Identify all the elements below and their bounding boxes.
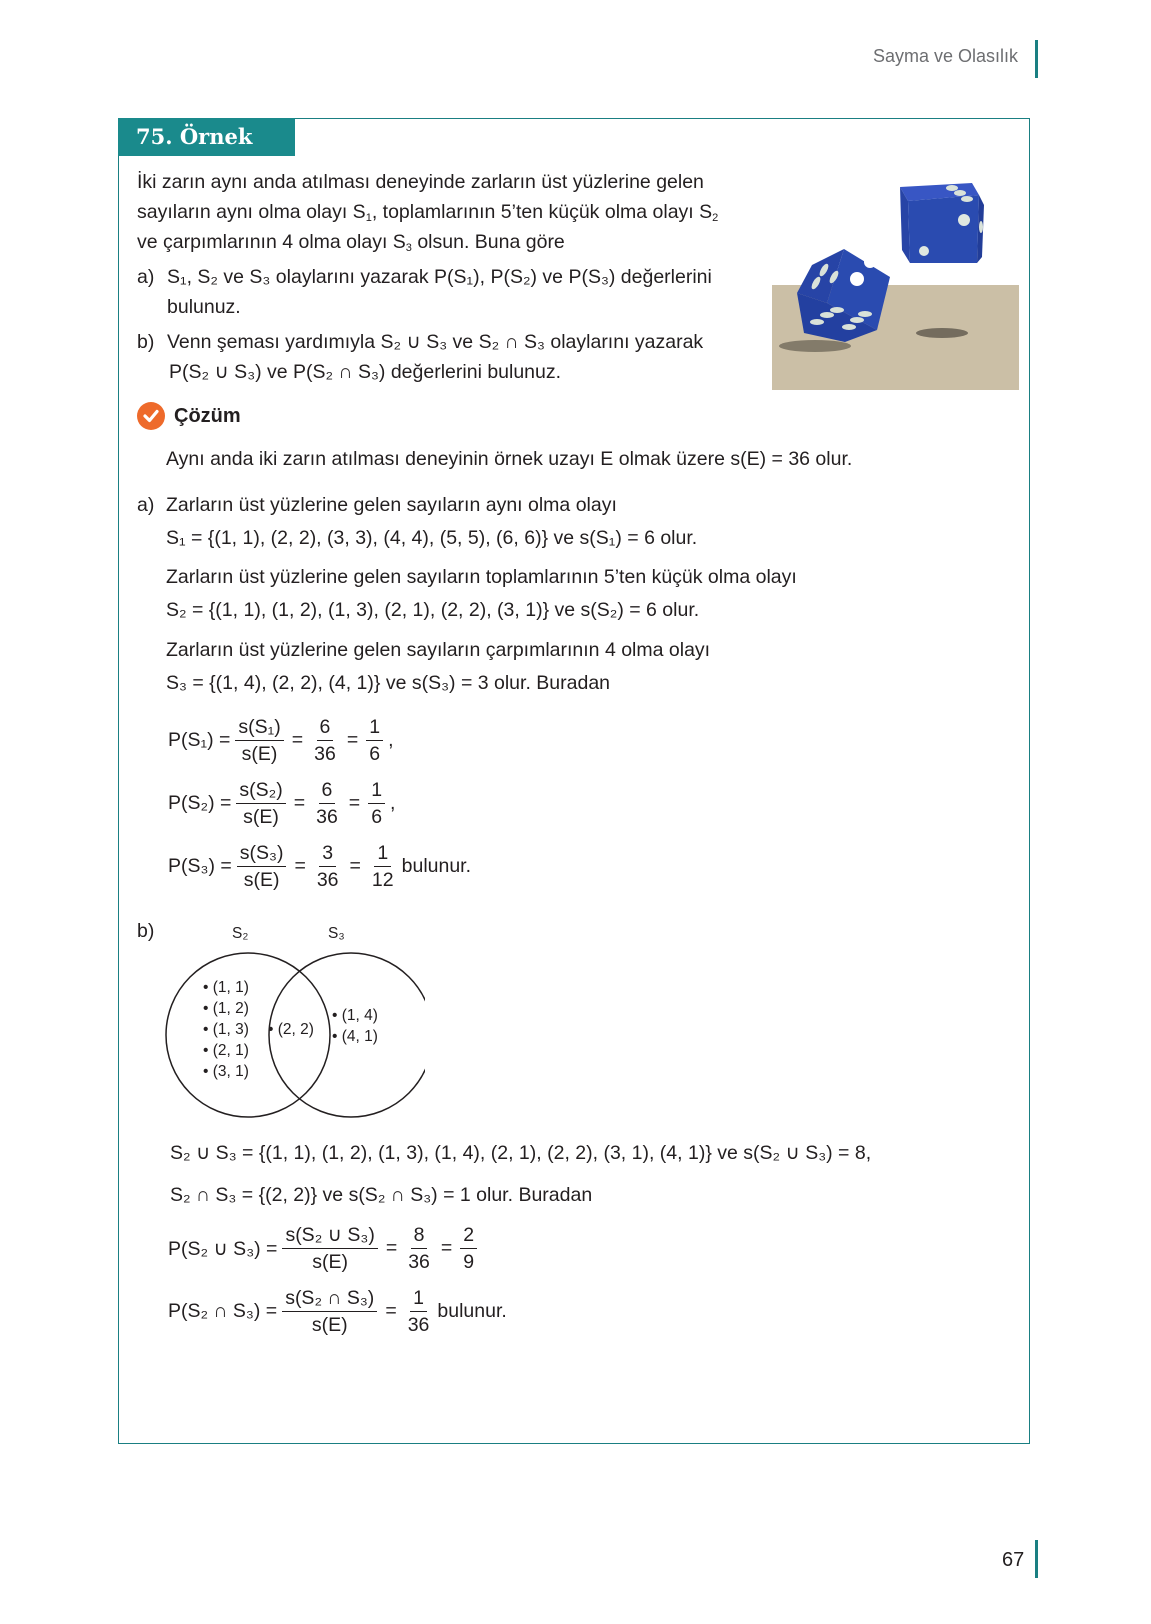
question-b-line-1: Venn şeması yardımıyla S₂ ∪ S₃ ve S₂ ∩ S₃ olaylarını yazarak	[167, 331, 704, 353]
question-a-marker: a)	[137, 266, 155, 288]
part-a-marker: a)	[137, 494, 155, 516]
s2-description: Zarların üst yüzlerine gelen sayıların toplamlarının 5’ten küçük olma olayı	[166, 566, 797, 588]
s1-set: S₁ = {(1, 1), (2, 2), (3, 3), (4, 4), (5, 5), (6, 6)} ve s(S₁) = 6 olur.	[166, 527, 698, 549]
svg-text:• (1, 1): • (1, 1)	[203, 979, 249, 996]
probability-s1: P(S₁) = $\frac{\text{s(S₁)}}{s(E)}$ = $\frac{6}{36}$ = $\frac{1}{6}$ ,	[168, 716, 394, 766]
die-back	[900, 183, 984, 263]
svg-text:• (4, 1): • (4, 1)	[332, 1028, 378, 1045]
svg-text:• (1, 3): • (1, 3)	[203, 1021, 249, 1038]
footer-accent-bar	[1035, 1540, 1038, 1578]
probability-s2: P(S₂) = $\frac{\text{s(S₂)}}{s(E)}$ = $\frac{6}{36}$ = $\frac{1}{6}$ ,	[168, 779, 396, 829]
probability-s3: P(S₃) = $\frac{\text{s(S₃)}}{s(E)}$ = $\frac{3}{36}$ = $\frac{1}{12}$ bulunur.	[168, 842, 472, 892]
sample-space-text: Aynı anda iki zarın atılması deneyinin örnek uzayı E olmak üzere s(E) = 36 olur.	[166, 448, 853, 470]
solution-label: Çözüm	[174, 404, 241, 427]
intro-line-1: İki zarın aynı anda atılması deneyinde zarların üst yüzlerine gelen	[137, 171, 704, 193]
check-circle-icon	[137, 402, 165, 430]
venn-label-s2: S₂	[232, 925, 249, 942]
part-b-marker: b)	[137, 920, 155, 942]
question-b-marker: b)	[137, 331, 155, 353]
intro-line-2: sayıların aynı olma olayı $S_1$, toplamlarının 5’ten küçük olma olayı $S_2$	[137, 201, 719, 224]
question-b-line-2: P(S₂ ∪ S₃) ve P(S₂ ∩ S₃) değerlerini bulunuz.	[169, 361, 562, 383]
die-front	[797, 249, 890, 342]
question-a-line-1: S₁, S₂ ve S₃ olaylarını yazarak P(S₁), P(S₂) ve P(S₃) değerlerini	[167, 266, 712, 288]
svg-text:• (2, 2): • (2, 2)	[268, 1021, 314, 1038]
union-set: S₂ ∪ S₃ = {(1, 1), (1, 2), (1, 3), (1, 4), (2, 1), (2, 2), (3, 1), (4, 1)} ve s(S₂ ∪ S₃) = 8,	[170, 1142, 872, 1164]
question-a-line-2: bulunuz.	[167, 296, 241, 318]
svg-text:• (2, 1): • (2, 1)	[203, 1042, 249, 1059]
s2-set: S₂ = {(1, 1), (1, 2), (1, 3), (2, 1), (2, 2), (3, 1)} ve s(S₂) = 6 olur.	[166, 599, 700, 621]
intro-line-3: ve çarpımlarının 4 olma olayı $S_3$ olsun. Buna göre	[137, 231, 565, 254]
probability-union: P(S₂ ∪ S₃) = $\frac{\text{s(S₂ ∪ S₃)}}{s(E)}$ = $\frac{8}{36}$ = $\frac{2}{9}$	[168, 1224, 482, 1274]
probability-intersection: P(S₂ ∩ S₃) = $\frac{\text{s(S₂ ∩ S₃)}}{s(E)}$ = $\frac{1}{36}$ bulunur.	[168, 1287, 507, 1337]
dice-image	[772, 165, 1019, 390]
venn-label-s3: S₃	[328, 925, 345, 942]
venn-diagram	[160, 920, 425, 1125]
example-title: 75. Örnek	[118, 118, 295, 156]
solution-header	[137, 402, 241, 430]
page-number: 67	[1002, 1549, 1025, 1571]
svg-text:• (1, 4): • (1, 4)	[332, 1007, 378, 1024]
header-accent-bar	[1035, 40, 1038, 78]
svg-text:• (1, 2): • (1, 2)	[203, 1000, 249, 1017]
s3-description: Zarların üst yüzlerine gelen sayıların çarpımlarının 4 olma olayı	[166, 639, 711, 661]
s1-description: Zarların üst yüzlerine gelen sayıların aynı olma olayı	[166, 494, 617, 516]
intersection-set: S₂ ∩ S₃ = {(2, 2)} ve s(S₂ ∩ S₃) = 1 olur. Buradan	[170, 1184, 593, 1206]
s3-set: S₃ = {(1, 4), (2, 2), (4, 1)} ve s(S₃) = 3 olur. Buradan	[166, 672, 611, 694]
running-title: Sayma ve Olasılık	[872, 46, 1018, 66]
svg-text:• (3, 1): • (3, 1)	[203, 1063, 249, 1080]
